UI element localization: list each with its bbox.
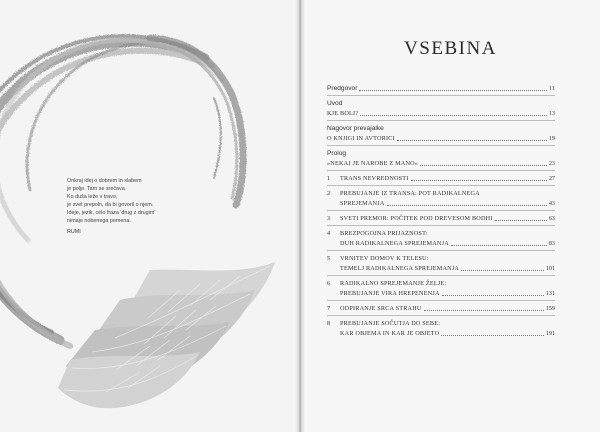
toc-divider bbox=[327, 145, 555, 146]
toc-entry-label: Predgovor bbox=[327, 85, 358, 92]
toc-leader-dots bbox=[360, 114, 547, 116]
toc-leader-dots bbox=[359, 89, 547, 91]
toc-title: VSEBINA bbox=[404, 38, 497, 59]
toc-chapter-number: 3 bbox=[327, 215, 331, 222]
toc-divider bbox=[327, 315, 555, 316]
toc-entry-subtitle: KJE BOLI? bbox=[327, 110, 359, 117]
toc-page-number: 13 bbox=[548, 110, 555, 117]
toc-entry-label: PREBUJANJE IZ TRANSA: POT RADIKALNEGA bbox=[340, 190, 480, 197]
toc-entry-uvod[interactable] bbox=[327, 98, 555, 118]
poem-line: nimajo nobenega pomena. bbox=[67, 218, 131, 224]
toc-leader-dots bbox=[442, 294, 544, 296]
toc-page-number: 63 bbox=[548, 215, 555, 222]
toc-entry-label-cont: SPREJEMANJA bbox=[340, 200, 385, 207]
toc-leader-dots bbox=[411, 179, 547, 181]
toc-leader-dots bbox=[387, 204, 547, 206]
toc-entry-label: Uvod bbox=[327, 100, 343, 107]
toc-page-number: 43 bbox=[548, 200, 555, 207]
poem-attribution: RUMI bbox=[67, 229, 81, 235]
toc-entry-prolog[interactable] bbox=[327, 148, 555, 168]
table-of-contents bbox=[327, 83, 555, 338]
toc-leader-dots bbox=[495, 219, 547, 221]
toc-chapter-number: 8 bbox=[327, 320, 331, 327]
book-gutter bbox=[295, 0, 305, 432]
toc-entry-label: BREZPOGOJNA PRIJAZNOST: bbox=[340, 230, 428, 237]
poem-line: Ko duša leže v travo, bbox=[67, 194, 118, 200]
toc-entry-label-cont: PREBUJANJE VIRA HREPENENJA bbox=[340, 290, 440, 297]
toc-page-number: 159 bbox=[545, 305, 555, 312]
toc-leader-dots bbox=[424, 309, 544, 311]
toc-entry-chapter-4[interactable] bbox=[327, 228, 555, 248]
toc-divider bbox=[327, 225, 555, 226]
left-page bbox=[0, 0, 299, 432]
toc-chapter-number: 1 bbox=[327, 175, 331, 182]
toc-entry-subtitle: O KNJIGI IN AVTORICI bbox=[327, 135, 395, 142]
toc-entry-label-cont: KAR OBJEMA IN KAR JE OBJETO bbox=[340, 330, 440, 337]
toc-page-number: 19 bbox=[548, 135, 555, 142]
toc-divider bbox=[327, 120, 555, 121]
toc-entry-nagovor[interactable] bbox=[327, 123, 555, 143]
toc-entry-chapter-2[interactable] bbox=[327, 188, 555, 208]
toc-entry-label: ODPIRANJE SRCA STRAHU bbox=[340, 305, 422, 312]
toc-divider bbox=[327, 275, 555, 276]
toc-leader-dots bbox=[397, 139, 547, 141]
toc-divider bbox=[327, 250, 555, 251]
toc-entry-chapter-8[interactable] bbox=[327, 318, 555, 338]
toc-entry-label: Prolog bbox=[327, 150, 347, 157]
toc-entry-label: Nagovor prevajalke bbox=[327, 125, 384, 132]
toc-entry-subtitle: »NEKAJ JE NAROBE Z MANO« bbox=[327, 160, 419, 167]
toc-entry-label: TRANS NEVREDNOSTI bbox=[340, 175, 409, 182]
toc-chapter-number: 7 bbox=[327, 305, 331, 312]
feather-wing-art bbox=[58, 262, 275, 408]
toc-page-number: 191 bbox=[545, 330, 555, 337]
toc-entry-chapter-6[interactable] bbox=[327, 278, 555, 298]
toc-leader-dots bbox=[451, 244, 547, 246]
toc-entry-chapter-7[interactable] bbox=[327, 303, 555, 313]
toc-entry-label-cont: DUH RADIKALNEGA SPREJEMANJA bbox=[340, 240, 449, 247]
toc-chapter-number: 4 bbox=[327, 230, 331, 237]
toc-chapter-number: 6 bbox=[327, 280, 331, 287]
toc-leader-dots bbox=[441, 334, 543, 336]
toc-entry-label-cont: TEMELJ RADIKALNEGA SPREJEMANJA bbox=[340, 265, 460, 272]
toc-divider bbox=[327, 210, 555, 211]
poem-line: je svet prepoln, da bi govoril o njem. bbox=[67, 202, 154, 208]
toc-entry-chapter-5[interactable] bbox=[327, 253, 555, 273]
toc-entry-label: RADIKALNO SPREJEMANJE ŽELJE: bbox=[340, 280, 447, 287]
epigraph-poem bbox=[67, 177, 187, 236]
toc-divider bbox=[327, 185, 555, 186]
toc-entry-label: PREBUJANJE SOČUTJA DO SEBE: bbox=[340, 320, 441, 327]
toc-divider bbox=[327, 300, 555, 301]
toc-entry-chapter-3[interactable] bbox=[327, 213, 555, 223]
toc-page-number: 27 bbox=[548, 175, 555, 182]
toc-leader-dots bbox=[420, 164, 547, 166]
poem-line: Ideje, jezik, celo fraza 'drug z drugim' bbox=[67, 210, 156, 216]
toc-page-number: 101 bbox=[545, 265, 555, 272]
poem-line: Onkraj idej o dobrem in slabem bbox=[67, 178, 142, 184]
poem-line: je polje. Tam se srečava. bbox=[67, 186, 127, 192]
toc-chapter-number: 5 bbox=[327, 255, 331, 262]
toc-chapter-number: 2 bbox=[327, 190, 331, 197]
toc-page-number: 131 bbox=[545, 290, 555, 297]
toc-divider bbox=[327, 95, 555, 96]
toc-entry-label: VRNITEV DOMOV K TELESU: bbox=[340, 255, 429, 262]
toc-leader-dots bbox=[461, 269, 544, 271]
toc-entry-predgovor[interactable] bbox=[327, 83, 555, 93]
toc-page-number: 11 bbox=[549, 85, 555, 92]
toc-page-number: 23 bbox=[548, 160, 555, 167]
toc-entry-chapter-1[interactable] bbox=[327, 173, 555, 183]
toc-entry-label: SVETI PREMOR: POČITEK POD DREVESOM BODHI bbox=[340, 215, 493, 222]
toc-page-number: 83 bbox=[548, 240, 555, 247]
toc-divider bbox=[327, 170, 555, 171]
